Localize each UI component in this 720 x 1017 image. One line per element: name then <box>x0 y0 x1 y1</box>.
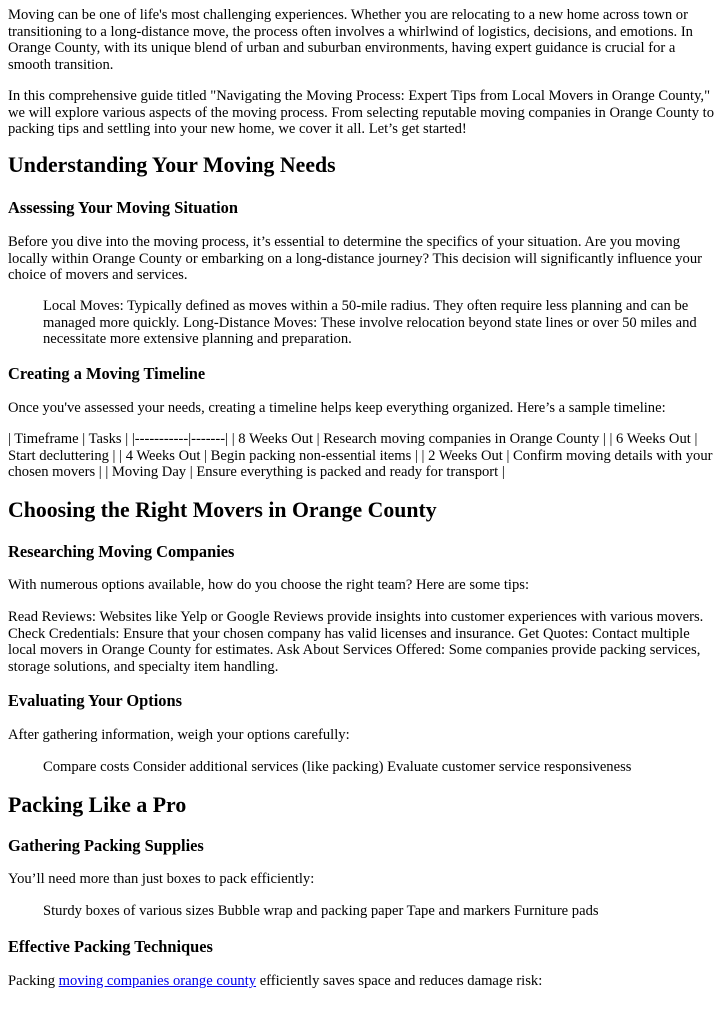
moving-companies-link[interactable]: moving companies orange county <box>58 973 257 989</box>
timeline-paragraph: Once you've assessed your needs, creating a timeline helps keep everything organized. Here’s a sample timeline: <box>8 400 666 416</box>
subheading-evaluate: Evaluating Your Options <box>8 691 182 710</box>
subheading-timeline: Creating a Moving Timeline <box>8 364 206 383</box>
subheading-techniques: Effective Packing Techniques <box>8 937 213 956</box>
intro-paragraph-1: Moving can be one of life's most challenging experiences. Whether you are relocating to a new home across town or transitioning to a long-distance move, the process often involves a whirlwind of logistics, decisions, and emotions. In Orange County, with its unique blend of urban and suburban environments, having expert guidance is crucial for a smooth transition. <box>8 7 693 73</box>
subheading-research: Researching Moving Companies <box>8 542 235 561</box>
section-heading-choosing: Choosing the Right Movers in Orange County <box>8 498 437 522</box>
supplies-paragraph: You’ll need more than just boxes to pack efficiently: <box>8 871 315 887</box>
research-tips: Read Reviews: Websites like Yelp or Google Reviews provide insights into customer experiences with various movers. Check Credentials: Ensure that your chosen company has valid licenses and insurance. Get Quotes: Contact multiple local movers in Orange County for estimates. Ask About Services Offered: Some companies provide packing services, storage solutions, and specialty item handling. <box>8 609 704 675</box>
section-heading-needs: Understanding Your Moving Needs <box>8 153 336 177</box>
section-heading-packing: Packing Like a Pro <box>8 793 187 817</box>
timeline-table-text: | Timeframe | Tasks | |-----------|-------| | 8 Weeks Out | Research moving companies in Orange County | | 6 Weeks Out | Start decluttering | | 4 Weeks Out | Begin packing non-essential items | | 2 Weeks Out | Confirm moving details with your chosen movers | | Moving Day | Ensure everything is packed and ready for transport | <box>8 431 713 481</box>
techniques-paragraph <box>8 973 714 990</box>
intro-paragraph-2: In this comprehensive guide titled "Navigating the Moving Process: Expert Tips from Local Movers in Orange County," we will explore various aspects of the moving process. From selecting reputable moving companies in Orange County to packing tips and settling into your new home, we cover it all. Let’s get started! <box>8 88 715 138</box>
techniques-text-after: efficiently saves space and reduces damage risk: <box>256 973 543 989</box>
subheading-supplies: Gathering Packing Supplies <box>8 836 204 855</box>
research-paragraph: With numerous options available, how do you choose the right team? Here are some tips: <box>8 577 530 593</box>
assess-quote: Local Moves: Typically defined as moves within a 50-mile radius. They often require less planning and can be managed more quickly. Long-Distance Moves: These involve relocation beyond state lines or over 50 miles and necessitate more extensive planning and preparation. <box>43 298 697 348</box>
assess-paragraph: Before you dive into the moving process, it’s essential to determine the specifics of your situation. Are you moving locally within Orange County or embarking on a long-distance journey? This decision will significantly influence your choice of movers and services. <box>8 234 702 284</box>
subheading-assess: Assessing Your Moving Situation <box>8 198 238 217</box>
supplies-quote: Sturdy boxes of various sizes Bubble wrap and packing paper Tape and markers Furniture pads <box>43 903 599 919</box>
techniques-text-before: Packing <box>8 973 59 989</box>
evaluate-quote: Compare costs Consider additional services (like packing) Evaluate customer service responsiveness <box>43 759 632 775</box>
evaluate-paragraph: After gathering information, weigh your options carefully: <box>8 727 350 743</box>
